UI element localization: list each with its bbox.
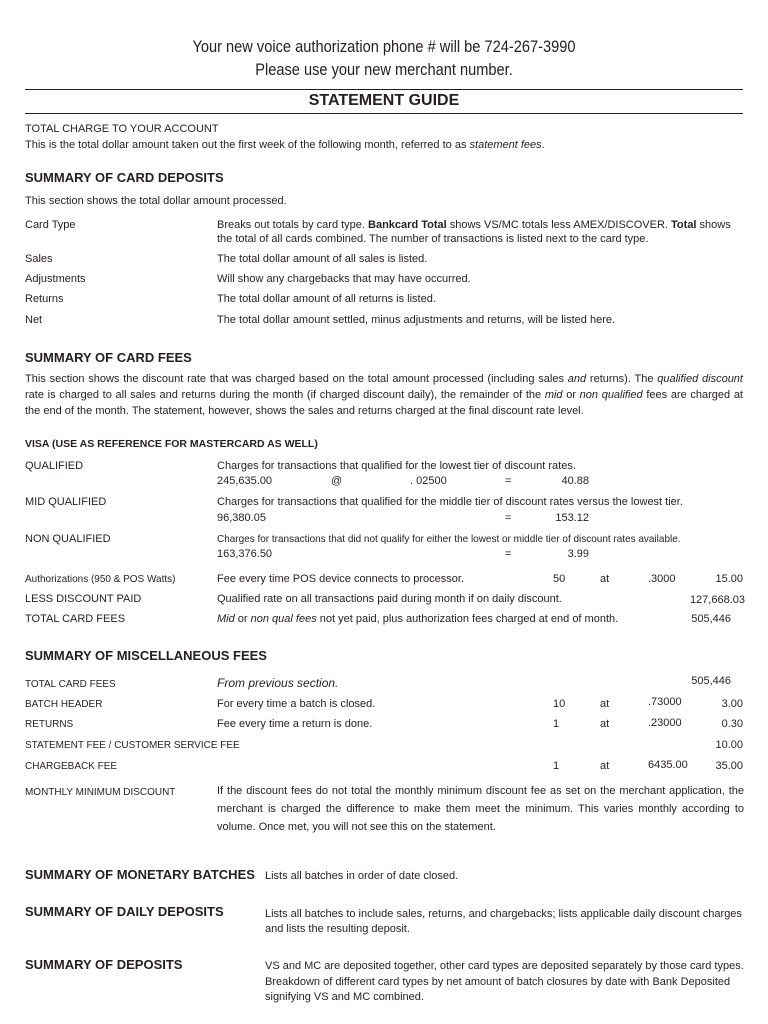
visa-heading: VISA (USE AS REFERENCE FOR MASTERCARD AS WELL)	[25, 438, 318, 450]
mid-qualified-amount: 96,380.05	[217, 512, 266, 524]
misc-returns-total: 0.30	[721, 718, 743, 730]
chargeback-fee-label: CHARGEBACK FEE	[25, 760, 118, 772]
adjustments-desc: Will show any chargebacks that may have occurred.	[217, 273, 471, 285]
less-discount-label: LESS DISCOUNT PAID	[25, 593, 142, 605]
misc-total-card-fees-desc: From previous section.	[217, 676, 339, 690]
qualified-label: QUALIFIED	[25, 460, 84, 472]
statement-fee-label: STATEMENT FEE / CUSTOMER SERVICE FEE	[25, 739, 240, 751]
title-top-rule	[25, 89, 743, 90]
qualified-desc: Charges for transactions that qualified for the lowest tier of discount rates.	[217, 460, 576, 472]
qualified-at: @	[331, 475, 343, 487]
chargeback-total: 35.00	[715, 760, 743, 772]
card-type-desc-line1: Breaks out totals by card type. Bankcard Total shows VS/MC totals less AMEX/DISCOVER. Total shows	[217, 219, 731, 231]
batch-header-total: 3.00	[721, 698, 743, 710]
misc-returns-count: 1	[553, 718, 560, 730]
qualified-amount: 245,635.00	[217, 475, 273, 487]
non-qualified-label: NON QUALIFIED	[25, 533, 111, 545]
total-card-fees-desc: Mid or non qual fees not yet paid, plus authorization fees charged at end of month.	[217, 613, 619, 625]
misc-returns-at: at	[600, 718, 610, 730]
monetary-batches-heading: SUMMARY OF MONETARY BATCHES	[25, 867, 255, 882]
net-desc: The total dollar amount settled, minus adjustments and returns, will be listed here.	[217, 314, 616, 326]
net-label: Net	[25, 314, 43, 326]
chargeback-count: 1	[553, 760, 560, 772]
mid-qualified-result: 153.12	[555, 512, 589, 524]
non-qualified-desc: Charges for transactions that did not qualify for either the lowest or middle tier of discount rates available.	[217, 533, 681, 545]
batch-header-at: at	[600, 698, 610, 710]
sales-desc: The total dollar amount of all sales is listed.	[217, 253, 428, 265]
less-discount-total: 127,668.03	[689, 594, 745, 606]
card-type-label: Card Type	[25, 219, 76, 231]
mid-qualified-label: MID QUALIFIED	[25, 496, 107, 508]
authorizations-rate: .3000	[648, 573, 676, 585]
mid-qualified-equals: =	[505, 512, 512, 524]
batch-header-rate: .73000	[648, 696, 682, 708]
qualified-equals: =	[505, 475, 512, 487]
returns-label: Returns	[25, 293, 64, 305]
misc-returns-label: RETURNS	[25, 718, 74, 730]
batch-header-label: BATCH HEADER	[25, 698, 103, 710]
title-bottom-rule	[25, 113, 743, 114]
deposits-heading: SUMMARY OF DEPOSITS	[25, 957, 183, 972]
chargeback-at: at	[600, 760, 610, 772]
monetary-batches-desc: Lists all batches in order of date closed.	[265, 870, 459, 882]
non-qualified-result: 3.99	[567, 548, 589, 560]
total-card-fees-label: TOTAL CARD FEES	[25, 613, 126, 625]
misc-total-card-fees-total: 505,446	[691, 675, 731, 687]
page-title: STATEMENT GUIDE	[308, 92, 460, 109]
authorizations-label: Authorizations (950 & POS Watts)	[25, 573, 176, 585]
card-deposits-heading: SUMMARY OF CARD DEPOSITS	[25, 170, 224, 185]
card-deposits-intro: This section shows the total dollar amount processed.	[25, 195, 287, 207]
daily-deposits-heading: SUMMARY OF DAILY DEPOSITS	[25, 904, 224, 919]
mid-qualified-desc: Charges for transactions that qualified for the middle tier of discount rates versus the lowest tier.	[217, 496, 683, 508]
misc-returns-rate: .23000	[648, 717, 682, 729]
card-fees-intro: This section shows the discount rate that was charged based on the total amount processed (including sales and returns). The qualified discount rate is charged to all sales and returns during the month (if charged discount daily), the remainder of the mid or non qualified fees are charged at the end of the month. The statement, however, shows the sales and returns charged at the final discount rate level.	[25, 373, 743, 417]
non-qualified-amount: 163,376.50	[217, 548, 273, 560]
monthly-min-label: MONTHLY MINIMUM DISCOUNT	[25, 786, 176, 798]
statement-fee-total: 10.00	[715, 739, 743, 751]
total-card-fees-total: 505,446	[691, 613, 731, 625]
card-fees-heading: SUMMARY OF CARD FEES	[25, 350, 192, 365]
merchant-number-notice: Please use your new merchant number.	[255, 60, 513, 79]
authorizations-count: 50	[553, 573, 566, 585]
batch-header-count: 10	[553, 698, 566, 710]
misc-fees-heading: SUMMARY OF MISCELLANEOUS FEES	[25, 648, 267, 663]
less-discount-desc: Qualified rate on all transactions paid during month if on daily discount.	[217, 593, 562, 605]
non-qualified-equals: =	[505, 548, 512, 560]
chargeback-rate: 6435.00	[648, 759, 688, 771]
authorizations-at: at	[600, 573, 610, 585]
daily-deposits-desc: Lists all batches to include sales, returns, and chargebacks; lists applicable daily discount charges and lists the resulting deposit.	[265, 908, 742, 935]
monthly-min-desc: If the discount fees do not total the monthly minimum discount fee as set on the merchant application, the merchant is charged the difference to make them meet the minimum. This varies monthly according to volume. Once met, you will not see this on the statement.	[217, 785, 744, 833]
misc-returns-desc: Fee every time a return is done.	[217, 718, 373, 730]
authorizations-desc: Fee every time POS device connects to processor.	[217, 573, 465, 585]
total-charge-desc: This is the total dollar amount taken out the first week of the following month, referred to as statement fees.	[25, 139, 545, 151]
phone-notice: Your new voice authorization phone # will be 724-267-3990	[192, 37, 576, 56]
card-type-desc-line2: the total of all cards combined. The number of transactions is listed next to the card type.	[217, 233, 649, 245]
batch-header-desc: For every time a batch is closed.	[217, 698, 376, 710]
deposits-desc: VS and MC are deposited together, other card types are deposited separately by those card types. Breakdown of different card types by net amount of batch closures by date with Bank Deposited signifying VS and MC combined.	[265, 960, 744, 1003]
sales-label: Sales	[25, 253, 53, 265]
qualified-result: 40.88	[561, 475, 589, 487]
returns-desc: The total dollar amount of all returns is listed.	[217, 293, 436, 305]
adjustments-label: Adjustments	[25, 273, 86, 285]
qualified-rate: . 02500	[410, 475, 447, 487]
authorizations-total: 15.00	[715, 573, 743, 585]
total-charge-heading: TOTAL CHARGE TO YOUR ACCOUNT	[25, 123, 219, 135]
misc-total-card-fees-label: TOTAL CARD FEES	[25, 678, 116, 690]
